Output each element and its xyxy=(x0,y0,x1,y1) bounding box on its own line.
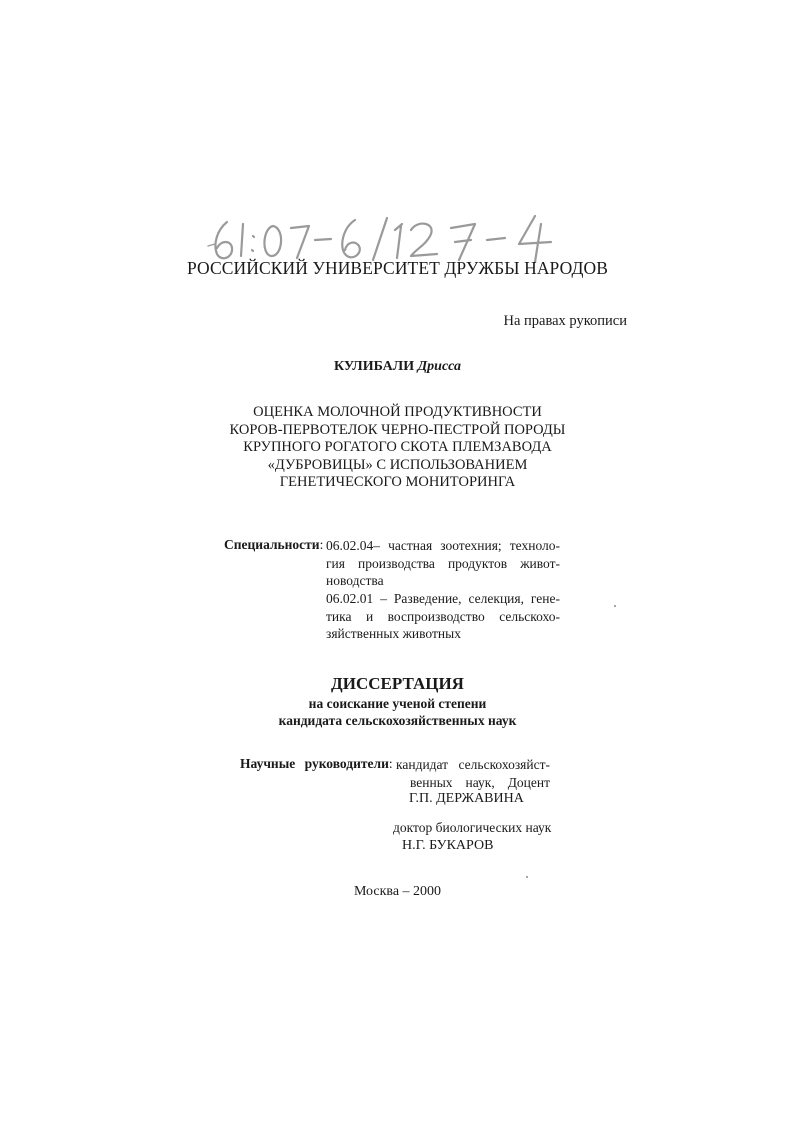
specialties-label: Специальности: xyxy=(224,537,324,552)
supervisor-degree-line: венных наук, Доцент xyxy=(410,774,550,790)
rights-note: На правах рукописи xyxy=(503,313,627,329)
supervisor-first xyxy=(396,756,550,791)
thesis-title xyxy=(0,404,795,492)
degree-line-1: на соискание ученой степени xyxy=(308,696,487,711)
thesis-title-line: КОРОВ-ПЕРВОТЕЛОК ЧЕРНО-ПЕСТРОЙ ПОРОДЫ xyxy=(229,421,566,438)
degree-line-2: кандидата сельскохозяйственных наук xyxy=(278,713,517,728)
specialty-line: новодства xyxy=(326,573,384,588)
specialty-second xyxy=(326,590,560,643)
specialty-line: гия производства продуктов живот- xyxy=(326,555,560,571)
specialty-first xyxy=(326,537,560,590)
specialty-line: тика и воспроизводство сельскохо- xyxy=(326,608,560,624)
author-name xyxy=(0,359,795,375)
supervisor-first-name: Г.П. ДЕРЖАВИНА xyxy=(409,791,524,806)
thesis-title-line: КРУПНОГО РОГАТОГО СКОТА ПЛЕМЗАВОДА xyxy=(243,439,552,456)
university-name: РОССИЙСКИЙ УНИВЕРСИТЕТ ДРУЖБЫ НАРОДОВ xyxy=(186,258,609,278)
author-given-name: Дрисса xyxy=(417,359,462,374)
dissertation-heading: ДИССЕРТАЦИЯ xyxy=(331,674,464,693)
scan-speck xyxy=(614,605,616,607)
thesis-title-line: «ДУБРОВИЦЫ» С ИСПОЛЬЗОВАНИЕМ xyxy=(267,456,528,473)
thesis-title-line: ГЕНЕТИЧЕСКОГО МОНИТОРИНГА xyxy=(279,474,516,491)
handwritten-archive-code xyxy=(205,210,565,265)
scan-speck xyxy=(526,876,528,878)
author-surname: КУЛИБАЛИ xyxy=(333,359,415,374)
supervisor-degree-line: кандидат сельскохозяйст- xyxy=(396,757,550,772)
supervisor-second-name: Н.Г. БУКАРОВ xyxy=(402,838,494,853)
supervisor-second-degree: доктор биологических наук xyxy=(393,820,552,835)
specialty-line: 06.02.04– частная зоотехния; техноло- xyxy=(326,538,560,553)
supervisors-label: Научные руководители: xyxy=(240,756,393,771)
city-year: Москва – 2000 xyxy=(353,884,442,899)
specialty-line: 06.02.01 – Разведение, селекция, гене- xyxy=(326,591,560,606)
specialty-line: зяйственных животных xyxy=(326,626,461,641)
thesis-title-line: ОЦЕНКА МОЛОЧНОЙ ПРОДУКТИВНОСТИ xyxy=(253,404,542,420)
